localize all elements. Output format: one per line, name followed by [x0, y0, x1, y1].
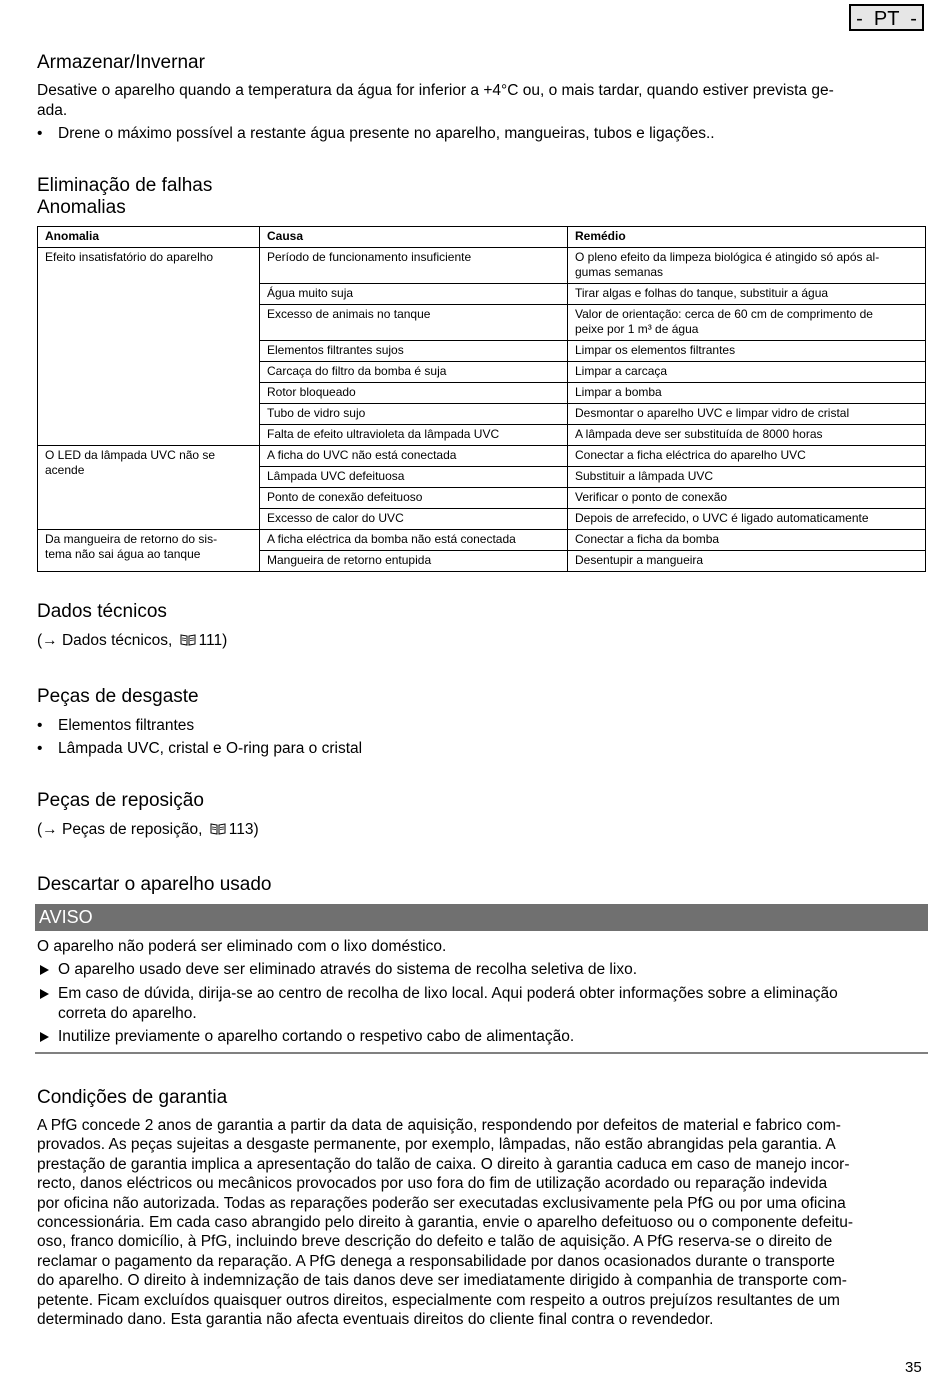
- book-icon: [180, 634, 196, 646]
- remedy-cell: A lâmpada deve ser substituída de 8000 horas: [568, 425, 926, 446]
- remedy-cell: Verificar o ponto de conexão: [568, 488, 926, 509]
- table-row: [38, 248, 926, 284]
- cause-cell: Água muito suja: [260, 284, 568, 305]
- spare-reference: [37, 820, 912, 840]
- storage-paragraph: [37, 81, 912, 120]
- warranty-line: oso, franco domicílio, à PfG, incluindo breve descrição do defeito e talão de aquisição. A PfG reserva-se o direito de: [37, 1233, 833, 1251]
- wear-item-text: Lâmpada UVC, cristal e O-ring para o cristal: [58, 740, 363, 757]
- storage-paragraph-line-2: ada.: [37, 101, 68, 119]
- remedy-cell: Limpar os elementos filtrantes: [568, 341, 926, 362]
- column-header-cause: Causa: [260, 227, 568, 248]
- remedy-cell: O pleno efeito da limpeza biológica é atingido só após al- gumas semanas: [568, 248, 926, 284]
- remedy-cell: Desmontar o aparelho UVC e limpar vidro de cristal: [568, 404, 926, 425]
- remedy-cell: Limpar a carcaça: [568, 362, 926, 383]
- anomaly-cell: Da mangueira de retorno do sis- tema não sai água ao tanque: [38, 530, 260, 572]
- remedy-cell: Conectar a ficha da bomba: [568, 530, 926, 551]
- warranty-line: A PfG concede 2 anos de garantia a partir da data de aquisição, respondendo por defeitos de material e fabrico com-: [37, 1117, 841, 1134]
- warranty-heading: Condições de garantia: [37, 1087, 228, 1108]
- storage-bullet-text: Drene o máximo possível a restante água presente no aparelho, mangueiras, tubos e ligações..: [58, 125, 715, 142]
- table-row: [38, 446, 926, 467]
- ref-open: (: [37, 821, 43, 838]
- remedy-cell: Depois de arrefecido, o UVC é ligado automaticamente: [568, 509, 926, 530]
- storage-heading: Armazenar/Invernar: [37, 52, 205, 73]
- notice-banner: AVISO: [35, 904, 928, 931]
- remedy-cell: Desentupir a mangueira: [568, 551, 926, 572]
- ref-open: (: [37, 632, 43, 649]
- tech-ref-page: 111): [198, 632, 228, 649]
- bullet-dot-icon: •: [37, 740, 43, 757]
- fault-table: [37, 226, 926, 572]
- cause-cell: Ponto de conexão defeituoso: [260, 488, 568, 509]
- cause-cell: A ficha do UVC não está conectada: [260, 446, 568, 467]
- cause-cell: Elementos filtrantes sujos: [260, 341, 568, 362]
- triangle-right-icon: [40, 989, 49, 999]
- disposal-intro: O aparelho não poderá ser eliminado com o lixo doméstico.: [37, 938, 447, 955]
- disposal-heading: Descartar o aparelho usado: [37, 874, 272, 895]
- warranty-paragraph: [37, 1116, 912, 1329]
- warranty-line: prestação de garantia implica a apresentação do talão de caixa. O direito à garantia caduca em caso de manejo incor-: [37, 1155, 850, 1173]
- triangle-right-icon: [40, 1032, 49, 1042]
- remedy-cell: Tirar algas e folhas do tanque, substituir a água: [568, 284, 926, 305]
- wear-item-text: Elementos filtrantes: [58, 717, 195, 734]
- warranty-line: provados. As peças sujeitas a desgaste permanente, por exemplo, lâmpadas, não estão abrangidas pela garantia. A: [37, 1136, 836, 1154]
- faults-heading: Eliminação de falhas: [37, 175, 213, 196]
- arrow-right-icon: →: [42, 632, 58, 649]
- cause-cell: Lâmpada UVC defeituosa: [260, 467, 568, 488]
- arrow-right-icon: →: [42, 821, 58, 838]
- remedy-cell: Substituir a lâmpada UVC: [568, 467, 926, 488]
- column-header-anomaly: Anomalia: [38, 227, 260, 248]
- wear-heading: Peças de desgaste: [37, 686, 199, 707]
- warranty-line: reclamar o pagamento da reparação. A PfG denega a responsabilidade por danos ocasionados durante o transporte: [37, 1252, 835, 1270]
- warranty-line: por oficina não autorizada. Todas as reparações poderão ser executadas exclusivamente pela PfG ou por uma oficina: [37, 1194, 846, 1212]
- tech-heading: Dados técnicos: [37, 601, 167, 622]
- cause-cell: Excesso de animais no tanque: [260, 305, 568, 341]
- disposal-step-text: Em caso de dúvida, dirija-se ao centro de recolha de lixo local. Aqui poderá obter informações sobre a eliminação correta do aparelho.: [58, 985, 838, 1022]
- warranty-line: do aparelho. O direito à indemnização de tais danos deve ser imediatamente dirigido à companhia de transporte com-: [37, 1272, 847, 1290]
- language-tag: - PT -: [849, 4, 924, 31]
- spare-ref-page: 113): [228, 821, 259, 838]
- tech-ref-text: Dados técnicos,: [57, 632, 173, 649]
- cause-cell: Excesso de calor do UVC: [260, 509, 568, 530]
- anomaly-cell: Efeito insatisfatório do aparelho: [38, 248, 260, 446]
- triangle-right-icon: [40, 965, 49, 975]
- warranty-line: recto, danos eléctricos ou mecânicos provocados por uso fora do fim de utilização acordado ou reparação indevida: [37, 1175, 828, 1193]
- cause-cell: A ficha eléctrica da bomba não está conectada: [260, 530, 568, 551]
- disposal-step-text: Inutilize previamente o aparelho cortando o respetivo cabo de alimentação.: [58, 1028, 575, 1045]
- page-number: 35: [905, 1359, 922, 1376]
- tech-reference: [37, 631, 912, 651]
- cause-cell: Carcaça do filtro da bomba é suja: [260, 362, 568, 383]
- warranty-line: determinado dano. Esta garantia não afecta eventuais direitos do cliente final contra o revendedor.: [37, 1311, 714, 1329]
- cause-cell: Rotor bloqueado: [260, 383, 568, 404]
- bullet-dot-icon: •: [37, 717, 43, 734]
- cause-cell: Mangueira de retorno entupida: [260, 551, 568, 572]
- book-icon: [210, 823, 226, 835]
- cause-cell: Tubo de vidro sujo: [260, 404, 568, 425]
- bullet-dot-icon: •: [37, 125, 43, 142]
- cause-cell: Falta de efeito ultravioleta da lâmpada UVC: [260, 425, 568, 446]
- spare-heading: Peças de reposição: [37, 790, 204, 811]
- column-header-remedy: Remédio: [568, 227, 926, 248]
- spare-ref-text: Peças de reposição,: [57, 821, 203, 838]
- cause-cell: Período de funcionamento insuficiente: [260, 248, 568, 284]
- storage-paragraph-line-1: Desative o aparelho quando a temperatura da água for inferior a +4°C ou, o mais tardar, quando estiver prevista ge-: [37, 82, 834, 99]
- section-divider: [35, 1052, 928, 1054]
- warranty-line: concessionária. Em cada caso abrangido pelo direito à garantia, envie o aparelho defeituoso ou o componente defeitu-: [37, 1214, 854, 1232]
- warranty-line: petente. Ficam excluídos quaisquer outros direitos, especialmente com respeito a outros prejuízos resultantes de um: [37, 1291, 840, 1309]
- remedy-cell: Conectar a ficha eléctrica do aparelho UVC: [568, 446, 926, 467]
- remedy-cell: Valor de orientação: cerca de 60 cm de comprimento de peixe por 1 m³ de água: [568, 305, 926, 341]
- faults-subheading: Anomalias: [37, 197, 126, 218]
- anomaly-cell: O LED da lâmpada UVC não se acende: [38, 446, 260, 530]
- disposal-step-text: O aparelho usado deve ser eliminado através do sistema de recolha seletiva de lixo.: [58, 961, 637, 978]
- remedy-cell: Limpar a bomba: [568, 383, 926, 404]
- table-row: [38, 530, 926, 551]
